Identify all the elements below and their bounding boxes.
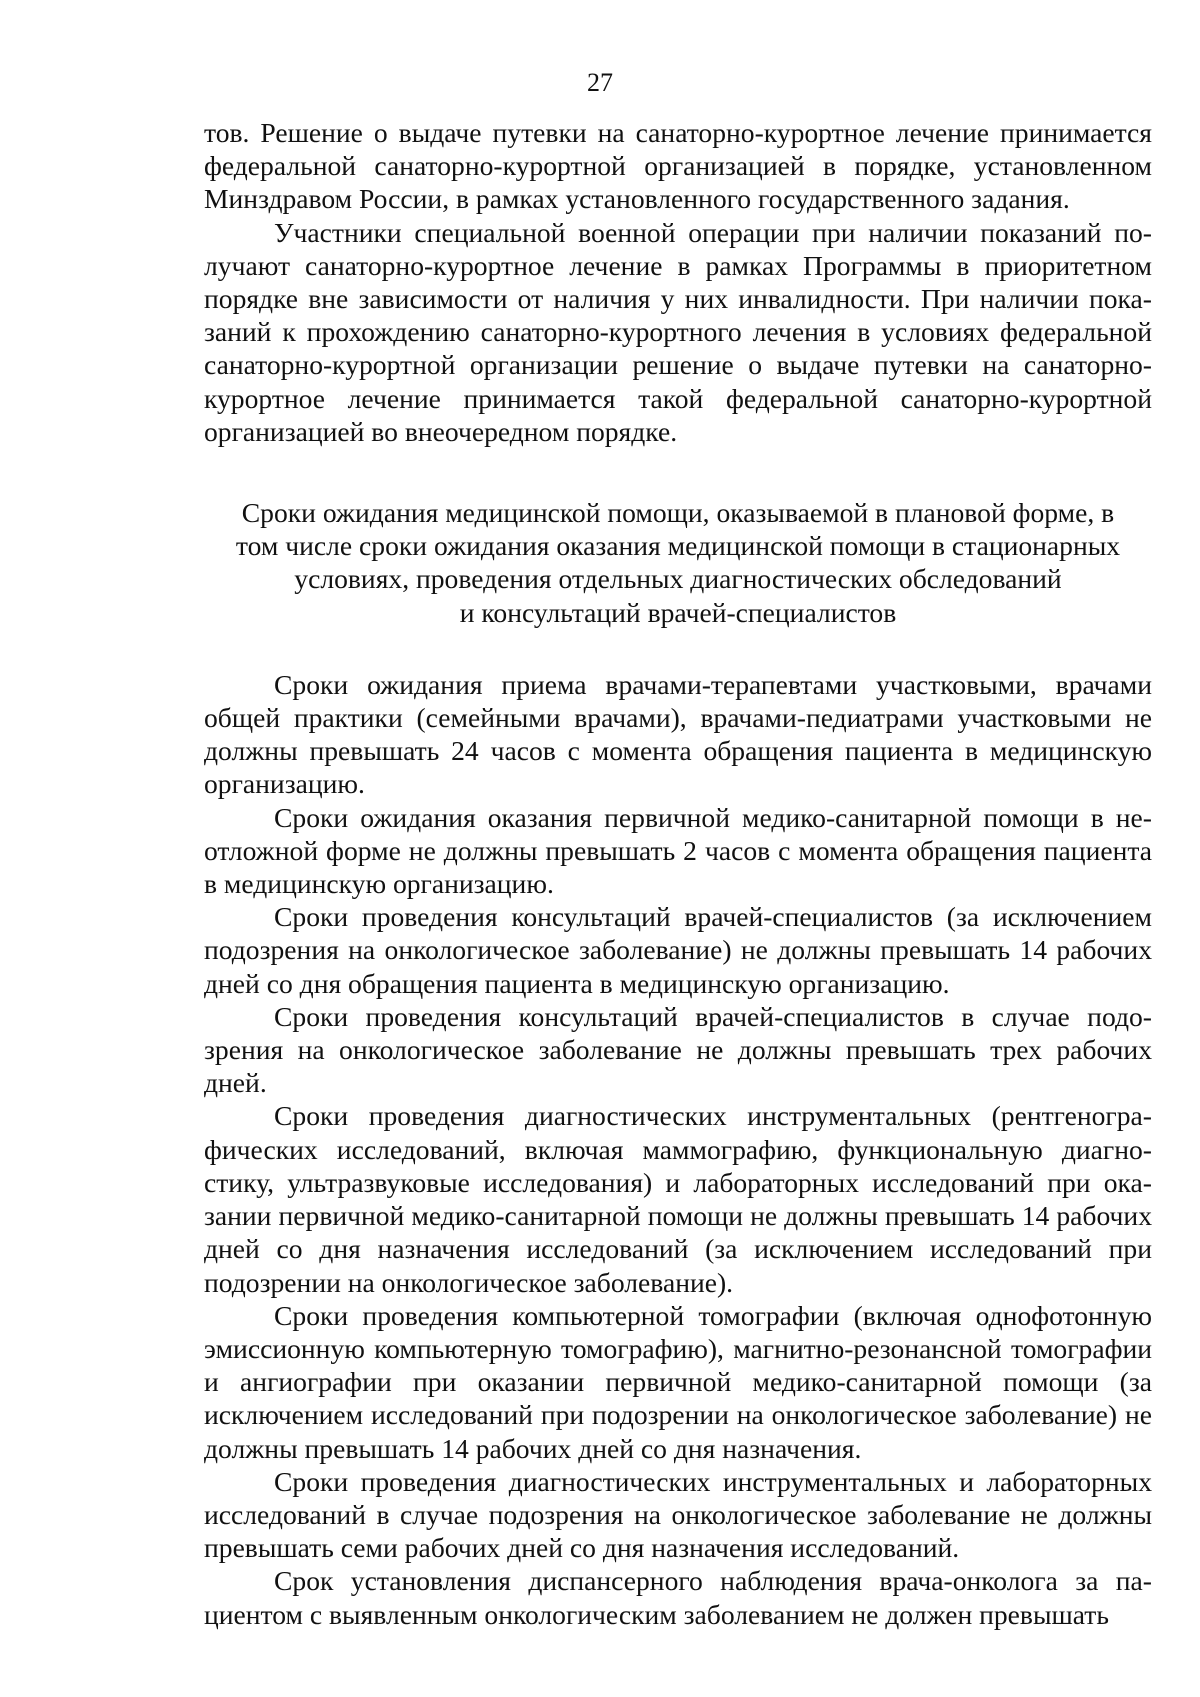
paragraph-continuation: тов. Решение о выдаче путевки на санаторно-курортное лечение принимается федеральной санаторно-курортной организацией в порядке, установленном Минздравом России, в рамках установленного государственного задания. <box>204 117 1152 215</box>
page-number: 27 <box>587 68 613 97</box>
document-body <box>204 116 1152 1631</box>
paragraph-specialist-consultation: Сроки проведения консультаций врачей-специалистов (за исключением подозрения на онкологическое заболевание) не должны превышать 14 рабочих дней со дня обращения пациента в медицинскую организацию. <box>204 901 1152 999</box>
paragraph-diagnostic-tests: Сроки проведения диагностических инструментальных (рентгенографических исследований, включая маммографию, функциональную диагностику, ультразвуковые исследования) и лабораторных исследований при оказании первичной медико-санитарной помощи не должны превышать 14 рабочих дней со дня назначения исследований (за исключением исследований при подозрении на онкологическое заболевание). <box>204 1100 1152 1298</box>
paragraph-svo-participants: Участники специальной военной операции при наличии показаний получают санаторно-курортное лечение в рамках Программы в приоритетном порядке вне зависимости от наличия у них инвалидности. При наличии показаний к прохождению санаторно-курортного лечения в условиях федеральной санаторно-курортной организации решение о выдаче путевки на санаторно-курортное лечение принимается такой федеральной санаторно-курортной организацией во внеочередном порядке. <box>204 216 1152 447</box>
paragraph-oncology-diagnostics: Сроки проведения диагностических инструментальных и лабораторных исследований в случае подозрения на онкологическое заболевание не должны превышать семи рабочих дней со дня назначения исследований. <box>204 1465 1152 1564</box>
paragraph-oncology-consultation: Сроки проведения консультаций врачей-специалистов в случае подозрения на онкологическое заболевание не должны превышать трех рабочих дней. <box>204 1000 1152 1099</box>
paragraph-urgent-care-wait: Сроки ожидания оказания первичной медико-санитарной помощи в неотложной форме не должны превышать 2 часов с момента обращения пациента в медицинскую организацию. <box>204 801 1152 900</box>
paragraph-therapist-wait: Сроки ожидания приема врачами-терапевтами участковыми, врачами общей практики (семейными врачами), врачами-педиатрами участковыми не должны превышать 24 часов с момента обращения пациента в медицинскую организацию. <box>204 668 1152 800</box>
section-heading-line: и консультаций врачей-специалистов <box>459 596 897 628</box>
paragraph-oncologist-observation: Срок установления диспансерного наблюдения врача-онколога за пациентом с выявленным онкологическим заболеванием не должен превышать <box>204 1565 1152 1630</box>
section-heading-line: условиях, проведения отдельных диагностических обследований <box>294 563 1062 595</box>
section-heading-line: Сроки ожидания медицинской помощи, оказываемой в плановой форме, в <box>241 497 1115 529</box>
paragraph-ct-mri: Сроки проведения компьютерной томографии (включая однофотонную эмиссионную компьютерную томографию), магнитно-резонансной томографии и ангиографии при оказании первичной медико-санитарной помощи (за исключением исследований при подозрении на онкологическое заболевание) не должны превышать 14 рабочих дней со дня назначения. <box>204 1299 1152 1464</box>
section-heading-line: том числе сроки ожидания оказания медицинской помощи в стационарных <box>235 530 1121 562</box>
section-heading <box>204 496 1152 629</box>
